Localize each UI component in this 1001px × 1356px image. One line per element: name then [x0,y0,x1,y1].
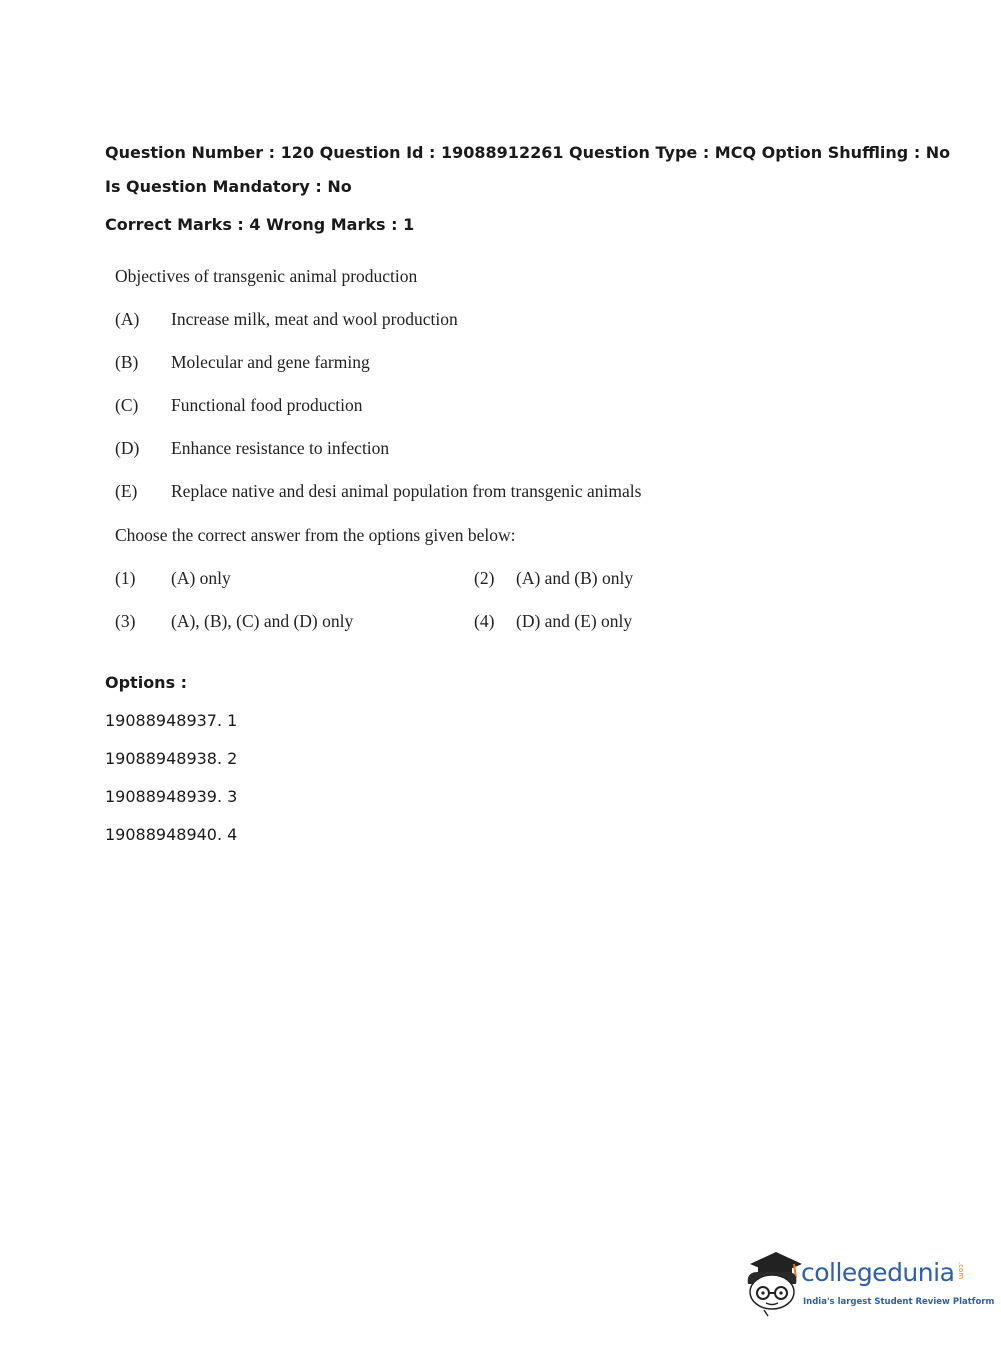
choice-text: (D) and (E) only [516,611,633,631]
statement-label: (C) [115,395,139,415]
statement-text: Replace native and desi animal population from transgenic animals [171,481,642,501]
logo-tagline: India's largest Student Review Platform [803,1297,995,1307]
option-item: 19088948940. 4 [105,825,238,844]
statement-label: (E) [115,481,138,501]
statement-text: Molecular and gene farming [171,352,370,372]
statement-label: (D) [115,438,140,458]
choice-label: (1) [115,568,136,588]
collegedunia-logo [742,1250,995,1320]
options-title: Options : [105,673,188,692]
statement-text: Enhance resistance to infection [171,438,390,458]
option-item: 19088948939. 3 [105,787,238,806]
mandatory-line: Is Question Mandatory : No [105,177,352,196]
question-meta-line: Question Number : 120 Question Id : 19088912261 Question Type : MCQ Option Shuffling : No [105,143,951,162]
marks-line: Correct Marks : 4 Wrong Marks : 1 [105,215,415,234]
question-stem: Objectives of transgenic animal production [115,266,418,286]
option-item: 19088948938. 2 [105,749,238,768]
mascot-graduation-cap-icon [742,1250,804,1320]
logo-com-text: .com [957,1262,965,1280]
choice-text: (A) and (B) only [516,568,634,588]
choice-text: (A), (B), (C) and (D) only [171,611,354,631]
choice-label: (4) [474,611,495,631]
question-instruction: Choose the correct answer from the options given below: [115,525,516,545]
option-item: 19088948937. 1 [105,711,238,730]
choice-label: (2) [474,568,495,588]
statement-text: Increase milk, meat and wool production [171,309,458,329]
statement-label: (B) [115,352,139,372]
choice-text: (A) only [171,568,231,588]
logo-brand-text: collegedunia [801,1258,955,1287]
statement-text: Functional food production [171,395,363,415]
statement-label: (A) [115,309,140,329]
choice-label: (3) [115,611,136,631]
